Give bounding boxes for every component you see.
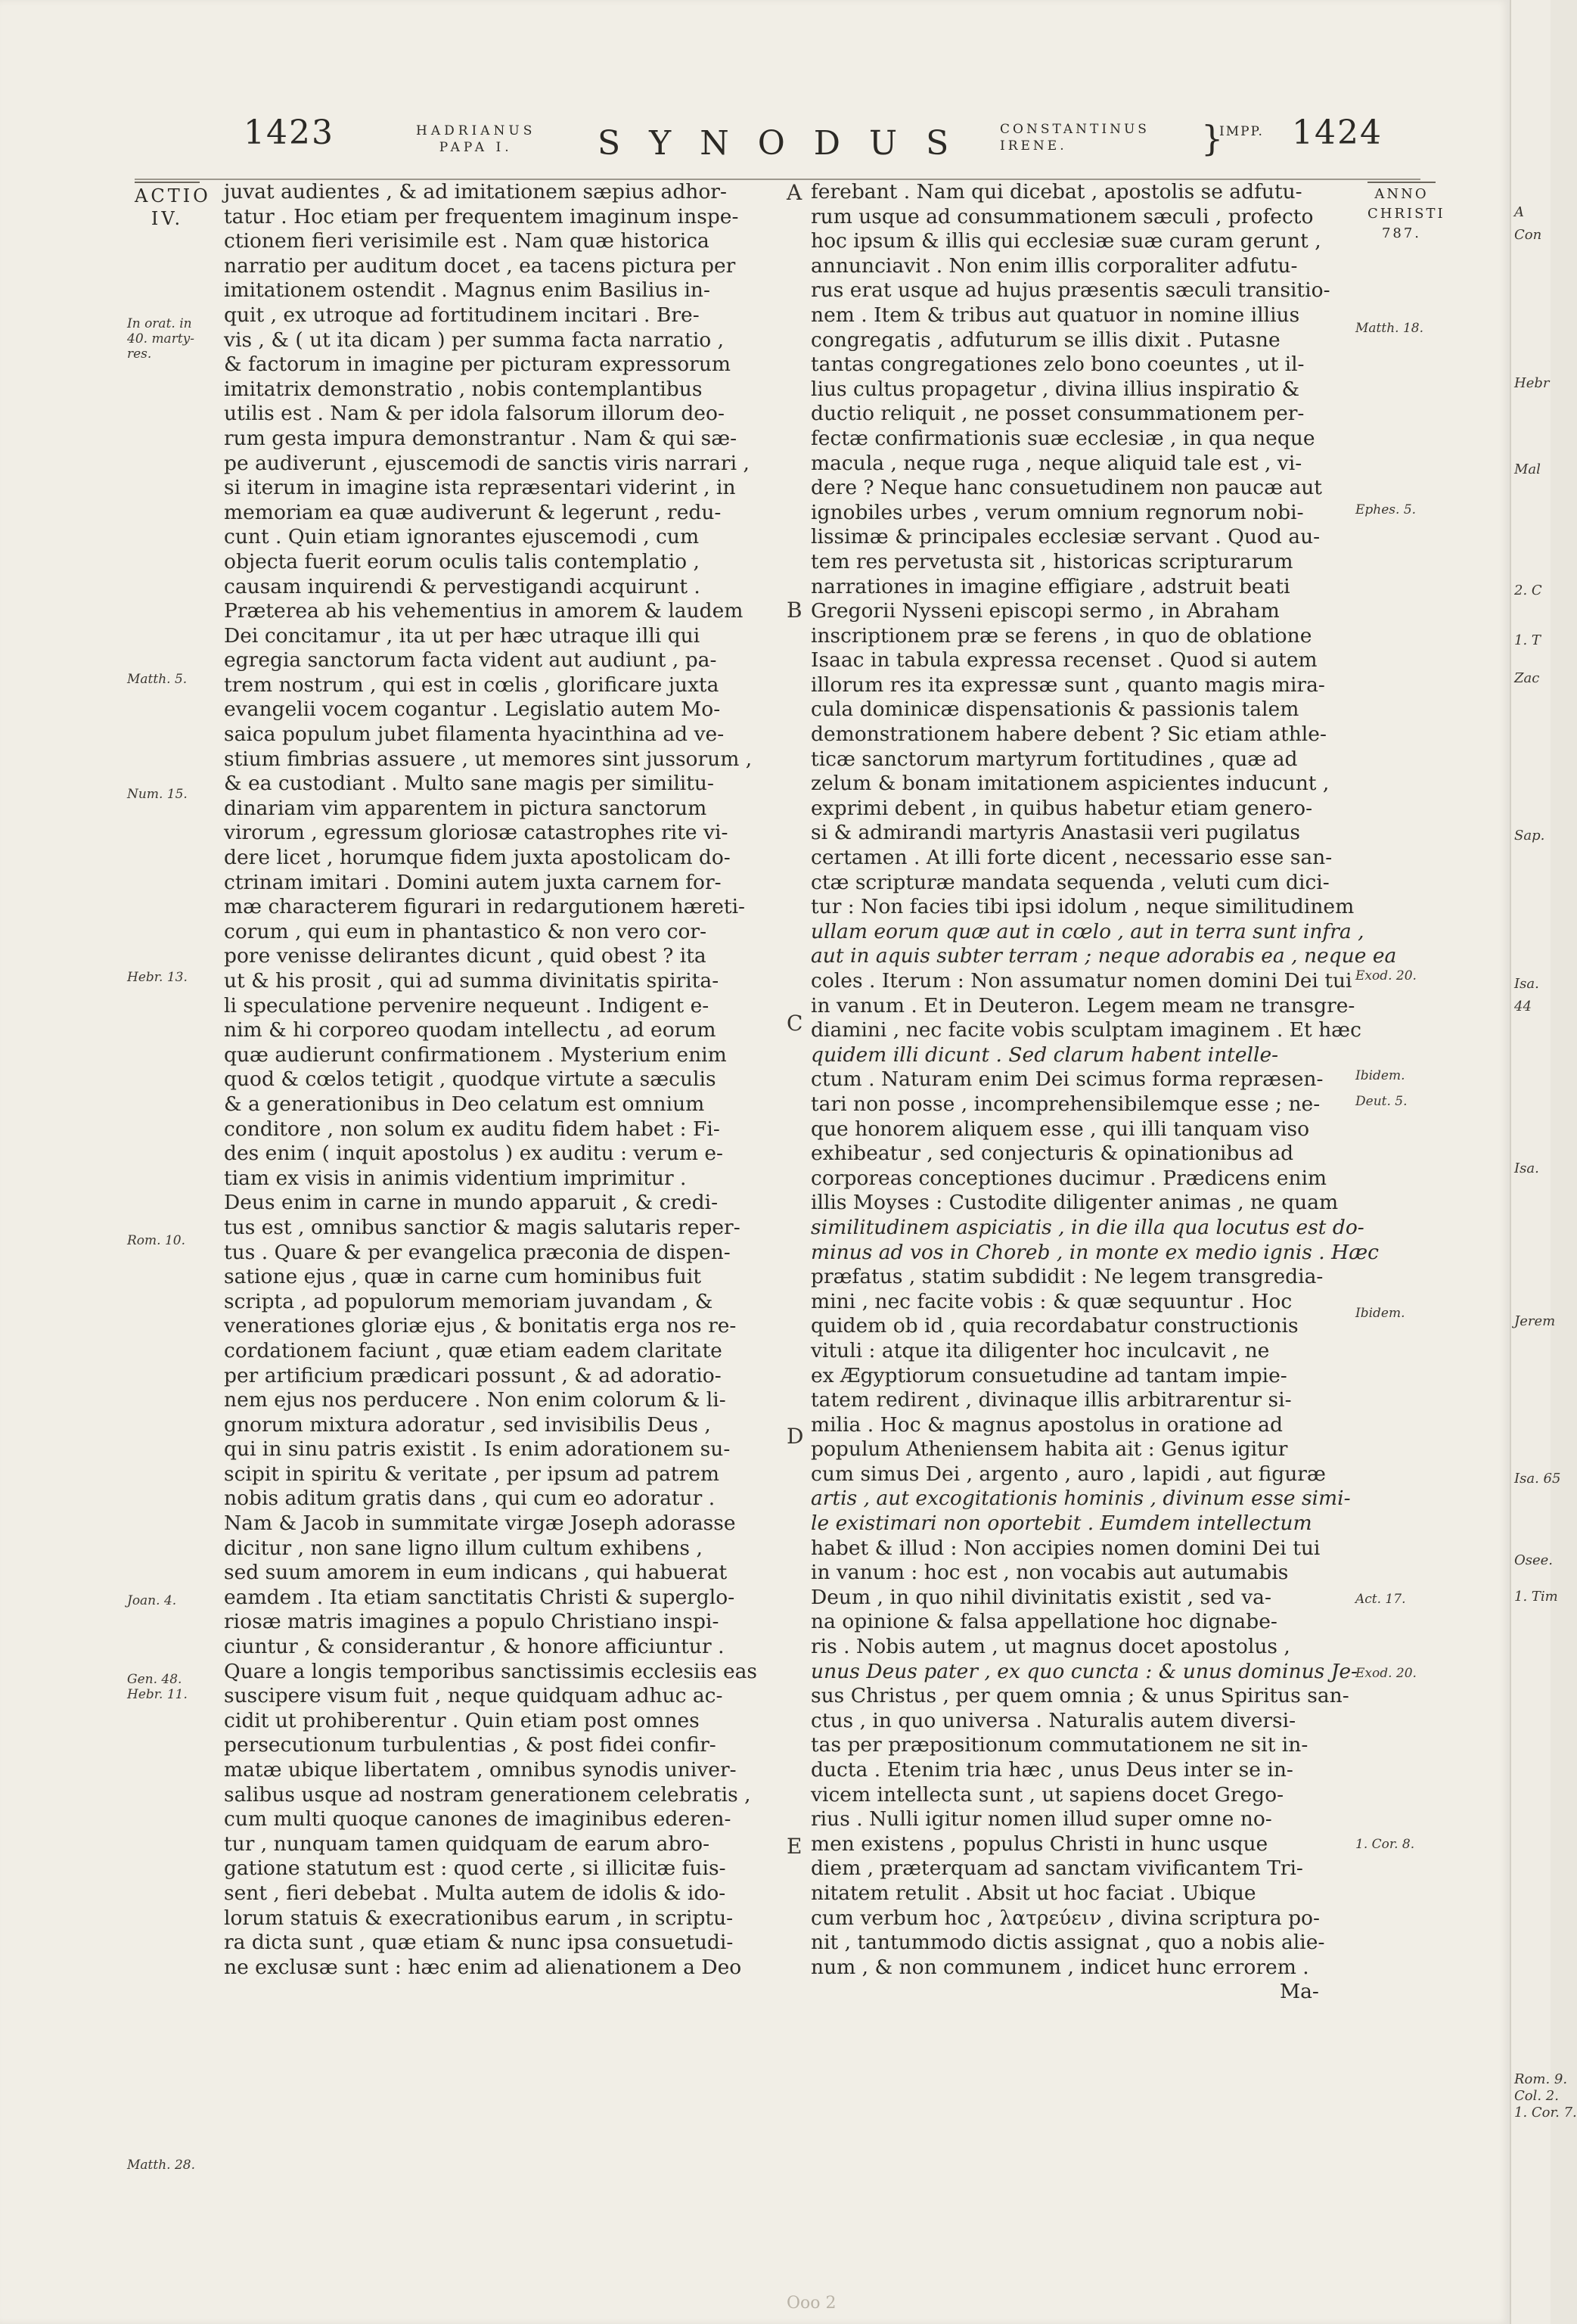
text-line: objecta fuerit eorum oculis talis contemplatio , [224,549,700,573]
text-line: Deum , in quo nihil divinitatis existit , sed va- [811,1585,1271,1609]
text-line: ducta . Etenim tria hæc , unus Deus inter se in- [811,1758,1293,1782]
text-line: quidem illi dicunt . Sed clarum habent intelle- [811,1042,1279,1067]
text-line: dinariam vim apparentem in pictura sanctorum [224,796,707,820]
text-line: ferebant . Nam qui dicebat , apostolis se adfutu- [811,180,1302,204]
text-line: tatur . Hoc etiam per frequentem imaginum inspe- [224,204,739,228]
text-line: Ma- [1280,1980,1319,2004]
section-letter: E [787,1834,802,1859]
text-line: conditore , non solum ex auditu fidem habet : Fi- [224,1117,720,1141]
text-line: rum usque ad consummationem sæculi , profecto [811,204,1314,228]
text-line: populum Atheniensem habita ait : Genus igitur [811,1437,1288,1462]
text-line: tas per præpositionum commutationem ne sit in- [811,1733,1308,1757]
text-line: rum gesta impura demonstrantur . Nam & qui sæ- [224,426,737,450]
text-line: cordationem faciunt , quæ etiam eadem claritate [224,1338,722,1362]
edge-fragment: Isa. [1514,976,1539,992]
text-line: tiam ex visis in animis videntium imprimitur . [224,1166,687,1190]
text-line: mæ characterem figurari in redargutionem hæreti- [224,895,746,919]
text-line: num , & non communem , indicet hunc errorem . [811,1955,1309,1979]
header-brace: } [1201,118,1224,159]
text-line: Isaac in tabula expressa recenset . Quod si autem [811,648,1318,673]
text-line: cum multi quoque canones de imaginibus ederen- [224,1807,731,1832]
text-line: mini , nec facite vobis : & quæ sequuntur . Hoc [811,1289,1293,1313]
text-line: scripta , ad populorum memoriam juvandam , & [224,1289,713,1313]
text-line: imitationem ostendit . Magnus enim Basilius in- [224,278,710,303]
edge-fragment: Isa. 65 [1514,1471,1561,1487]
text-line: que honorem aliquem esse , qui illi tanquam viso [811,1117,1310,1141]
text-line: corporeas conceptiones ducimur . Prædicens enim [811,1166,1327,1190]
text-line: saica populum jubet filamenta hyacinthina ad ve- [224,722,725,747]
text-line: milia . Hoc & magnus apostolus in oratione ad [811,1412,1283,1437]
text-line: ctum . Naturam enim Dei scimus forma repræsen- [811,1067,1324,1092]
text-line: quod & cœlos tetigit , quodque virtute a sæculis [224,1067,716,1092]
section-letter: D [787,1424,804,1449]
text-line: evangelii vocem cogantur . Legislatio autem Mo- [224,698,721,722]
text-line: narratio per auditum docet , ea tacens pictura per [224,253,736,278]
header-pope [416,123,535,156]
text-line: in vanum : hoc est , non vocabis aut autumabis [811,1561,1289,1585]
margin-note-left: res. [127,346,152,362]
text-line: gnorum mixtura adoratur , sed invisibilis Deus , [224,1412,711,1437]
margin-note-right: Exod. 20. [1355,1666,1417,1681]
text-line: si iterum in imagine ista repræsentari viderint , in [224,476,736,500]
text-line: tur , nunquam tamen quidquam de earum abro- [224,1832,710,1856]
running-header [0,113,1510,174]
anno-label [1367,182,1445,244]
emperor-name-1: CONSTANTINUS [1000,122,1150,137]
actio-word: ACTIO [135,185,211,207]
text-line: pore venisse delirantes dicunt , quid obest ? ita [224,944,706,968]
edge-fragment: Jerem [1514,1313,1556,1329]
text-line: cunt . Quin etiam ignorantes ejuscemodi , cum [224,525,700,549]
text-line: gatione statutum est : quod certe , si illicitæ fuis- [224,1856,726,1881]
text-line: nobis aditum gratis dans , qui cum eo adoratur . [224,1487,716,1511]
text-line: congregatis , adfuturum se illis dixit . Putasne [811,328,1281,352]
text-line: similitudinem aspiciatis , in die illa qua locutus est do- [811,1215,1364,1239]
text-line: macula , neque ruga , neque aliquid tale est , vi- [811,451,1302,475]
margin-note-left: Hebr. 13. [127,970,188,985]
text-line: ctionem fieri verisimile est . Nam quæ historica [224,229,709,253]
text-line: memoriam ea quæ audiverunt & legerunt , redu- [224,500,722,524]
section-letter: A [787,180,802,205]
edge-fragment: 1. Tim [1514,1589,1558,1605]
text-line: exprimi debent , in quibus habetur etiam genero- [811,796,1313,820]
text-line: Nam & Jacob in summitate virgæ Joseph adorasse [224,1512,736,1536]
text-line: li speculatione pervenire nequeunt . Indigent e- [224,993,709,1018]
text-line: ex Ægyptiorum consuetudine ad tantam impie- [811,1363,1287,1387]
text-line: tus . Quare & per evangelica præconia de dispen- [224,1240,731,1264]
text-line: sent , fieri debebat . Multa autem de idolis & ido- [224,1881,726,1905]
running-title: SYNODUS [598,124,978,163]
margin-note-left: In orat. in [127,316,192,331]
text-line: tur : Non facies tibi ipsi idolum , neque similitudinem [811,895,1355,919]
margin-note-left: Matth. 5. [127,672,188,687]
text-line: salibus usque ad nostram generationem celebratis , [224,1782,751,1807]
text-line: ciuntur , & considerantur , & honore afficiuntur . [224,1635,725,1659]
text-line: persecutionum turbulentias , & post fidei confir- [224,1733,716,1757]
text-line: tus est , omnibus sanctior & magis salutaris reper- [224,1215,740,1239]
text-line: cum simus Dei , argento , auro , lapidi , aut figuræ [811,1462,1326,1486]
edge-fragment: Isa. [1514,1160,1539,1176]
edge-fragment: Col. 2. [1514,2088,1559,2104]
text-line: ignobiles urbes , verum omnium regnorum nobi- [811,500,1304,524]
page-number-left: 1423 [244,113,334,152]
margin-note-right: Ibidem. [1355,1306,1405,1321]
text-line: minus ad vos in Choreb , in monte ex medio ignis . Hæc [811,1240,1380,1264]
text-line: trem nostrum , qui est in cœlis , glorificare juxta [224,673,719,697]
text-line: per artificium prædicari possunt , & ad adoratio- [224,1363,722,1387]
text-line: aut in aquis subter terram ; neque adorabis ea , neque ea [811,944,1397,968]
edge-fragment: Mal [1514,461,1541,477]
text-line: lissimæ & principales ecclesiæ servant . Quod au- [811,525,1321,549]
text-line: demonstrationem habere debent ? Sic etiam athle- [811,722,1327,747]
text-line: juvat audientes , & ad imitationem sæpius adhor- [224,180,727,204]
actio-label [135,182,211,230]
text-line: in vanum . Et in Deuteron. Legem meam ne transgre- [811,993,1355,1018]
text-line: artis , aut excogitationis hominis , divinum esse simi- [811,1487,1351,1511]
edge-fragment: Zac [1514,670,1540,686]
text-line: ctæ scripturæ mandata sequenda , veluti cum dici- [811,870,1330,894]
text-line: nim & hi corporeo quodam intellectu , ad eorum [224,1018,716,1042]
text-line: si & admirandi martyris Anastasii veri pugilatus [811,821,1300,845]
text-line: utilis est . Nam & per idola falsorum illorum deo- [224,402,725,426]
text-line: causam inquirendi & pervestigandi acquirunt . [224,574,700,598]
text-line: tari non posse , incomprehensibilemque esse ; ne- [811,1092,1321,1116]
margin-note-right: Act. 17. [1355,1592,1406,1607]
text-line: & ea custodiant . Multo sane magis per similitu- [224,772,714,796]
anno-year: 787. [1381,225,1422,241]
page-number-right: 1424 [1292,113,1383,152]
text-line: & a generationibus in Deo celatum est omnium [224,1092,705,1116]
edge-fragment: Rom. 9. [1514,2071,1568,2087]
text-line: illorum res ita expressæ sunt , quanto magis mira- [811,673,1325,697]
anno-word: ANNO [1374,186,1429,202]
edge-fragment: 1. Cor. 7. [1514,2105,1577,2120]
faint-signature-mark: Ooo 2 [787,2294,837,2313]
text-line: habet & illud : Non accipies nomen domini Dei tui [811,1536,1321,1560]
edge-fragment: Osee. [1514,1552,1554,1568]
margin-note-left: Rom. 10. [127,1233,185,1248]
margin-note-left: Joan. 4. [127,1593,177,1608]
actio-number: IV. [151,208,184,229]
text-line: imitatrix demonstratio , nobis contemplantibus [224,377,703,401]
text-line: præfatus , statim subdidit : Ne legem transgredia- [811,1265,1324,1289]
text-line: tantas congregationes zelo bono coeuntes , ut il- [811,353,1305,377]
text-line: virorum , egressum gloriosæ catastrophes rite vi- [224,821,728,845]
text-line: ctrinam imitari . Domini autem juxta carnem for- [224,870,722,894]
text-line: venerationes gloriæ ejus , & bonitatis erga nos re- [224,1314,737,1338]
text-line: sed suum amorem in eum indicans , qui habuerat [224,1561,728,1585]
margin-note-left: Num. 15. [127,787,188,802]
text-line: diamini , nec facite vobis sculptam imaginem . Et hæc [811,1018,1361,1042]
text-line: scipit in spiritu & veritate , per ipsum ad patrem [224,1462,720,1486]
text-line: ne exclusæ sunt : hæc enim ad alienationem a Deo [224,1955,742,1979]
text-line: dere ? Neque hanc consuetudinem non paucæ aut [811,476,1322,500]
text-line: dere licet , horumque fidem juxta apostolicam do- [224,846,731,870]
margin-note-left: Hebr. 11. [127,1687,188,1702]
text-line: cula dominicæ dispensationis & passionis talem [811,698,1299,722]
margin-note-right: 1. Cor. 8. [1355,1837,1415,1852]
text-line: tem res pervetusta sit , historicas scripturarum [811,549,1293,573]
text-line: inscriptionem præ se ferens , in quo de oblatione [811,623,1312,648]
section-letter: C [787,1011,803,1036]
text-line: ullam eorum quæ aut in cœlo , aut in terra sunt infra , [811,919,1364,943]
text-line: ctus , in quo universa . Naturalis autem diversi- [811,1708,1296,1732]
text-line: certamen . At illi forte dicent , necessario esse san- [811,846,1333,870]
text-line: sus Christus , per quem omnia ; & unus Spiritus san- [811,1684,1349,1708]
text-line: Dei concitamur , ita ut per hæc utraque illi qui [224,623,700,648]
text-line: zelum & bonam imitationem aspicientes inducunt , [811,772,1330,796]
text-line: illis Moyses : Custodite diligenter animas , ne quam [811,1191,1339,1215]
text-line: Quare a longis temporibus sanctissimis ecclesiis eas [224,1659,758,1683]
text-line: eamdem . Ita etiam sanctitatis Christi & superglo- [224,1585,735,1609]
text-line: le existimari non oportebit . Eumdem intellectum [811,1512,1312,1536]
margin-note-left: 40. marty- [127,331,195,346]
text-line: corum , qui eum in phantastico & non vero cor- [224,919,707,943]
pope-title: PAPA I. [439,140,513,155]
edge-fragment: Hebr [1514,375,1550,391]
edge-fragment: 1. T [1514,632,1541,648]
text-line: ra dicta sunt , quæ etiam & nunc ipsa consuetudi- [224,1931,734,1955]
margin-note-right: Deut. 5. [1355,1094,1408,1109]
header-emperors [1000,121,1150,154]
text-line: nem ejus nos perducere . Non enim colorum & li- [224,1388,726,1412]
text-line: & factorum in imagine per picturam expressorum [224,353,731,377]
text-line: Gregorii Nysseni episcopi sermo , in Abraham [811,599,1280,623]
text-line: nit , tantummodo dictis assignat , quo a nobis alie- [811,1931,1325,1955]
margin-note-left: Matth. 28. [127,2158,195,2173]
text-line: matæ ubique libertatem , omnibus synodis univer- [224,1758,737,1782]
text-line: ut & his prosit , qui ad summa divinitatis spirita- [224,969,719,993]
text-line: pe audiverunt , ejuscemodi de sanctis viris narrari , [224,451,750,475]
text-line: quit , ex utroque ad fortitudinem incitari . Bre- [224,303,700,327]
text-line: annunciavit . Non enim illis corporaliter adfutu- [811,253,1298,278]
text-line: rius . Nulli igitur nomen illud super omne no- [811,1807,1272,1832]
text-line: Præterea ab his vehementius in amorem & laudem [224,599,743,623]
text-line: dicitur , non sane ligno illum cultum exhibens , [224,1536,703,1560]
text-line: egregia sanctorum facta vident aut audiunt , pa- [224,648,717,673]
text-line: diem , præterquam ad sanctam vivificantem Tri- [811,1856,1303,1881]
text-line: qui in sinu patris existit . Is enim adorationem su- [224,1437,731,1462]
text-line: ris . Nobis autem , ut magnus docet apostolus , [811,1635,1290,1659]
text-line: exhibeatur , sed conjecturis & opinationibus ad [811,1142,1294,1166]
text-line: nitatem retulit . Absit ut hoc faciat . Ubique [811,1881,1256,1905]
text-line: na opinione & falsa appellatione hoc dignabe- [811,1610,1277,1634]
text-line: fectæ confirmationis suæ ecclesiæ , in qua neque [811,426,1315,450]
text-line: satione ejus , quæ in carne cum hominibus fuit [224,1265,701,1289]
text-line: cum verbum hoc , λατρεύειν , divina scriptura po- [811,1906,1320,1930]
text-line: narrationes in imagine effigiare , adstruit beati [811,574,1290,598]
edge-fragment: 44 [1514,999,1532,1014]
margin-note-right: Ibidem. [1355,1068,1405,1083]
text-line: coles . Iterum : Non assumatur nomen domini Dei tui [811,969,1352,993]
text-line: stium fimbrias assuere , ut memores sint jussorum , [224,747,753,771]
text-line: tatem redirent , divinaque illis arbitrarentur si- [811,1388,1292,1412]
text-line: Deus enim in carne in mundo apparuit , & credi- [224,1191,719,1215]
text-line: cidit ut prohiberentur . Quin etiam post omnes [224,1708,700,1732]
text-line: nem . Item & tribus aut quatuor in nomine illius [811,303,1300,327]
next-page-edge [1510,0,1577,2324]
text-line: ductio reliquit , ne posset consummationem per- [811,402,1305,426]
left-text-column [224,180,776,1980]
margin-note-right: Matth. 18. [1355,321,1423,336]
text-line: riosæ matris imagines a populo Christiano inspi- [224,1610,719,1634]
pope-name: HADRIANUS [416,123,536,138]
christi-word: CHRISTI [1367,206,1445,222]
text-line: des enim ( inquit apostolus ) ex auditu : verum e- [224,1142,724,1166]
emperor-name-2: IRENE. [1000,138,1067,154]
text-line: lorum statuis & execrationibus earum , in scriptu- [224,1906,734,1930]
text-line: men existens , populus Christi in hunc usque [811,1832,1268,1856]
section-letter: B [787,598,802,623]
margin-note-right: Exod. 20. [1355,968,1417,983]
text-line: vituli : atque ita diligenter hoc inculcavit , ne [811,1338,1270,1362]
text-line: quæ audierunt confirmationem . Mysterium enim [224,1042,727,1067]
margin-note-left: Gen. 48. [127,1672,182,1687]
margin-note-right: Ephes. 5. [1355,502,1417,517]
text-line: quidem ob id , quia recordabatur constructionis [811,1314,1299,1338]
edge-fragment: A [1514,204,1524,220]
edge-fragment: Sap. [1514,828,1545,844]
text-line: ticæ sanctorum martyrum fortitudines , quæ ad [811,747,1298,771]
text-line: lius cultus propagetur , divina illius inspiratio & [811,377,1300,401]
text-line: vicem intellecta sunt , ut sapiens docet Grego- [811,1782,1284,1807]
text-line: vis , & ( ut ita dicam ) per summa facta narratio , [224,328,725,352]
text-line: hoc ipsum & illis qui ecclesiæ suæ curam gerunt , [811,229,1321,253]
header-imperatores: IMPP. [1219,124,1264,139]
text-line: suscipere visum fuit , neque quidquam adhuc ac- [224,1684,723,1708]
text-line: unus Deus pater , ex quo cuncta : & unus dominus Je- [811,1659,1358,1683]
text-line: rus erat usque ad hujus præsentis sæculi transitio- [811,278,1330,303]
edge-fragment: 2. C [1514,583,1542,598]
edge-fragment: Con [1514,227,1542,243]
